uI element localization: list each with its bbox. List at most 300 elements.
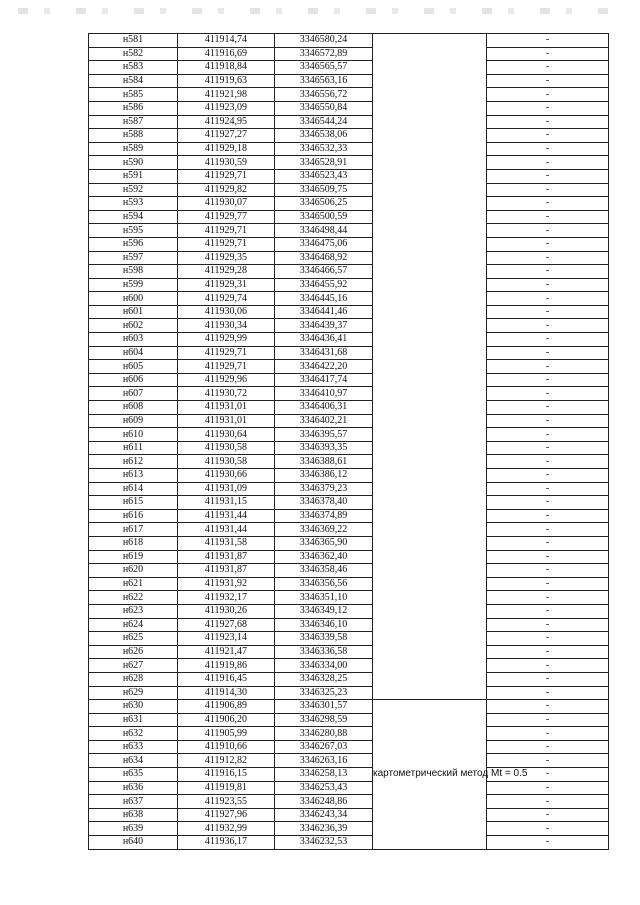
x-coordinate-cell: 411930,07	[178, 197, 275, 211]
x-coordinate-cell: 411919,86	[178, 659, 275, 673]
table-row	[89, 115, 609, 129]
table-row	[89, 428, 609, 442]
point-name-cell: н584	[89, 74, 178, 88]
mark-cell: -	[487, 115, 609, 129]
table-row	[89, 808, 609, 822]
mark-cell: -	[487, 305, 609, 319]
x-coordinate-cell: 411906,20	[178, 713, 275, 727]
y-coordinate-cell: 3346410,97	[275, 387, 373, 401]
y-coordinate-cell: 3346572,89	[275, 47, 373, 61]
point-name-cell: н589	[89, 142, 178, 156]
table-row	[89, 292, 609, 306]
table-row	[89, 740, 609, 754]
point-name-cell: н620	[89, 564, 178, 578]
y-coordinate-cell: 3346243,34	[275, 808, 373, 822]
point-name-cell: н633	[89, 740, 178, 754]
point-name-cell: н609	[89, 414, 178, 428]
table-row	[89, 251, 609, 265]
table-row	[89, 564, 609, 578]
x-coordinate-cell: 411929,71	[178, 224, 275, 238]
mark-cell: -	[487, 482, 609, 496]
y-coordinate-cell: 3346334,00	[275, 659, 373, 673]
table-row	[89, 632, 609, 646]
mark-cell: -	[487, 237, 609, 251]
point-name-cell: н624	[89, 618, 178, 632]
y-coordinate-cell: 3346441,46	[275, 305, 373, 319]
point-name-cell: н594	[89, 210, 178, 224]
point-name-cell: н591	[89, 169, 178, 183]
x-coordinate-cell: 411923,09	[178, 101, 275, 115]
x-coordinate-cell: 411919,63	[178, 74, 275, 88]
point-name-cell: н630	[89, 700, 178, 714]
x-coordinate-cell: 411914,74	[178, 34, 275, 48]
mark-cell: -	[487, 713, 609, 727]
table-row	[89, 305, 609, 319]
y-coordinate-cell: 3346500,59	[275, 210, 373, 224]
table-row	[89, 700, 609, 714]
table-row	[89, 795, 609, 809]
mark-cell: -	[487, 346, 609, 360]
mark-cell: -	[487, 822, 609, 836]
table-row	[89, 61, 609, 75]
x-coordinate-cell: 411930,72	[178, 387, 275, 401]
y-coordinate-cell: 3346298,59	[275, 713, 373, 727]
table-row	[89, 278, 609, 292]
x-coordinate-cell: 411930,58	[178, 441, 275, 455]
table-row	[89, 401, 609, 415]
table-row	[89, 414, 609, 428]
y-coordinate-cell: 3346351,10	[275, 591, 373, 605]
y-coordinate-cell: 3346523,43	[275, 169, 373, 183]
table-row	[89, 713, 609, 727]
x-coordinate-cell: 411929,82	[178, 183, 275, 197]
y-coordinate-cell: 3346509,75	[275, 183, 373, 197]
point-name-cell: н614	[89, 482, 178, 496]
point-name-cell: н583	[89, 61, 178, 75]
x-coordinate-cell: 411927,68	[178, 618, 275, 632]
point-name-cell: н618	[89, 536, 178, 550]
y-coordinate-cell: 3346325,23	[275, 686, 373, 700]
mark-cell: -	[487, 101, 609, 115]
y-coordinate-cell: 3346455,92	[275, 278, 373, 292]
x-coordinate-cell: 411929,28	[178, 265, 275, 279]
y-coordinate-cell: 3346378,40	[275, 496, 373, 510]
point-name-cell: н639	[89, 822, 178, 836]
y-coordinate-cell: 3346386,12	[275, 469, 373, 483]
mark-cell: -	[487, 360, 609, 374]
point-name-cell: н602	[89, 319, 178, 333]
x-coordinate-cell: 411931,15	[178, 496, 275, 510]
y-coordinate-cell: 3346280,88	[275, 727, 373, 741]
mark-cell: -	[487, 754, 609, 768]
table-row	[89, 604, 609, 618]
table-row	[89, 591, 609, 605]
table-row	[89, 672, 609, 686]
point-name-cell: н638	[89, 808, 178, 822]
point-name-cell: н621	[89, 577, 178, 591]
y-coordinate-cell: 3346422,20	[275, 360, 373, 374]
table-row	[89, 523, 609, 537]
y-coordinate-cell: 3346563,16	[275, 74, 373, 88]
x-coordinate-cell: 411910,66	[178, 740, 275, 754]
mark-cell: -	[487, 564, 609, 578]
point-name-cell: н604	[89, 346, 178, 360]
x-coordinate-cell: 411931,92	[178, 577, 275, 591]
y-coordinate-cell: 3346349,12	[275, 604, 373, 618]
x-coordinate-cell: 411914,30	[178, 686, 275, 700]
y-coordinate-cell: 3346362,40	[275, 550, 373, 564]
x-coordinate-cell: 411931,01	[178, 414, 275, 428]
coordinates-table	[88, 33, 609, 850]
mark-cell: -	[487, 61, 609, 75]
x-coordinate-cell: 411930,06	[178, 305, 275, 319]
mark-cell: -	[487, 836, 609, 850]
x-coordinate-cell: 411906,89	[178, 700, 275, 714]
y-coordinate-cell: 3346406,31	[275, 401, 373, 415]
x-coordinate-cell: 411931,87	[178, 564, 275, 578]
mark-cell: -	[487, 183, 609, 197]
table-row	[89, 169, 609, 183]
point-name-cell: н587	[89, 115, 178, 129]
mark-cell: -	[487, 808, 609, 822]
mark-cell: -	[487, 509, 609, 523]
mark-cell: -	[487, 604, 609, 618]
x-coordinate-cell: 411919,81	[178, 781, 275, 795]
x-coordinate-cell: 411932,17	[178, 591, 275, 605]
point-name-cell: н613	[89, 469, 178, 483]
mark-cell: -	[487, 414, 609, 428]
table-row	[89, 441, 609, 455]
mark-cell: -	[487, 768, 609, 782]
point-name-cell: н590	[89, 156, 178, 170]
y-coordinate-cell: 3346356,56	[275, 577, 373, 591]
table-row	[89, 496, 609, 510]
point-name-cell: н622	[89, 591, 178, 605]
mark-cell: -	[487, 781, 609, 795]
table-row	[89, 156, 609, 170]
y-coordinate-cell: 3346253,43	[275, 781, 373, 795]
y-coordinate-cell: 3346544,24	[275, 115, 373, 129]
point-name-cell: н597	[89, 251, 178, 265]
table-row	[89, 129, 609, 143]
point-name-cell: н612	[89, 455, 178, 469]
x-coordinate-cell: 411936,17	[178, 836, 275, 850]
mark-cell: -	[487, 197, 609, 211]
mark-cell: -	[487, 727, 609, 741]
mark-cell: -	[487, 251, 609, 265]
table-row	[89, 659, 609, 673]
mark-cell: -	[487, 156, 609, 170]
x-coordinate-cell: 411927,96	[178, 808, 275, 822]
y-coordinate-cell: 3346232,53	[275, 836, 373, 850]
x-coordinate-cell: 411921,98	[178, 88, 275, 102]
x-coordinate-cell: 411916,15	[178, 768, 275, 782]
point-name-cell: н617	[89, 523, 178, 537]
y-coordinate-cell: 3346263,16	[275, 754, 373, 768]
x-coordinate-cell: 411931,58	[178, 536, 275, 550]
table-row	[89, 387, 609, 401]
y-coordinate-cell: 3346528,91	[275, 156, 373, 170]
mark-cell: -	[487, 333, 609, 347]
point-name-cell: н595	[89, 224, 178, 238]
mark-cell: -	[487, 591, 609, 605]
table-row	[89, 577, 609, 591]
x-coordinate-cell: 411916,45	[178, 672, 275, 686]
point-name-cell: н629	[89, 686, 178, 700]
x-coordinate-cell: 411905,99	[178, 727, 275, 741]
y-coordinate-cell: 3346402,21	[275, 414, 373, 428]
mark-cell: -	[487, 469, 609, 483]
x-coordinate-cell: 411931,44	[178, 523, 275, 537]
mark-cell: -	[487, 536, 609, 550]
point-name-cell: н603	[89, 333, 178, 347]
y-coordinate-cell: 3346267,03	[275, 740, 373, 754]
table-row	[89, 74, 609, 88]
table-row	[89, 509, 609, 523]
point-name-cell: н605	[89, 360, 178, 374]
x-coordinate-cell: 411929,71	[178, 360, 275, 374]
point-name-cell: н610	[89, 428, 178, 442]
y-coordinate-cell: 3346436,41	[275, 333, 373, 347]
x-coordinate-cell: 411929,31	[178, 278, 275, 292]
table-row	[89, 183, 609, 197]
table-row	[89, 237, 609, 251]
point-name-cell: н640	[89, 836, 178, 850]
coordinates-table-body	[89, 34, 609, 850]
x-coordinate-cell: 411929,71	[178, 237, 275, 251]
table-row	[89, 550, 609, 564]
x-coordinate-cell: 411927,27	[178, 129, 275, 143]
point-name-cell: н593	[89, 197, 178, 211]
mark-cell: -	[487, 618, 609, 632]
method-cell-upper	[373, 34, 487, 700]
mark-cell: -	[487, 795, 609, 809]
point-name-cell: н600	[89, 292, 178, 306]
mark-cell: -	[487, 632, 609, 646]
mark-cell: -	[487, 550, 609, 564]
mark-cell: -	[487, 740, 609, 754]
mark-cell: -	[487, 686, 609, 700]
mark-cell: -	[487, 496, 609, 510]
y-coordinate-cell: 3346445,16	[275, 292, 373, 306]
mark-cell: -	[487, 142, 609, 156]
x-coordinate-cell: 411930,64	[178, 428, 275, 442]
point-name-cell: н607	[89, 387, 178, 401]
x-coordinate-cell: 411929,77	[178, 210, 275, 224]
mark-cell: -	[487, 387, 609, 401]
y-coordinate-cell: 3346358,46	[275, 564, 373, 578]
mark-cell: -	[487, 265, 609, 279]
y-coordinate-cell: 3346388,61	[275, 455, 373, 469]
point-name-cell: н585	[89, 88, 178, 102]
point-name-cell: н628	[89, 672, 178, 686]
x-coordinate-cell: 411918,84	[178, 61, 275, 75]
point-name-cell: н634	[89, 754, 178, 768]
table-row	[89, 455, 609, 469]
point-name-cell: н596	[89, 237, 178, 251]
y-coordinate-cell: 3346374,89	[275, 509, 373, 523]
point-name-cell: н601	[89, 305, 178, 319]
table-row	[89, 727, 609, 741]
point-name-cell: н637	[89, 795, 178, 809]
y-coordinate-cell: 3346379,23	[275, 482, 373, 496]
point-name-cell: н616	[89, 509, 178, 523]
mark-cell: -	[487, 169, 609, 183]
x-coordinate-cell: 411929,74	[178, 292, 275, 306]
point-name-cell: н631	[89, 713, 178, 727]
point-name-cell: н598	[89, 265, 178, 279]
point-name-cell: н581	[89, 34, 178, 48]
y-coordinate-cell: 3346393,35	[275, 441, 373, 455]
table-row	[89, 360, 609, 374]
method-cell-lower: картометрический метод Mt = 0.5	[373, 700, 487, 850]
table-row	[89, 686, 609, 700]
mark-cell: -	[487, 210, 609, 224]
x-coordinate-cell: 411930,26	[178, 604, 275, 618]
point-name-cell: н592	[89, 183, 178, 197]
point-name-cell: н623	[89, 604, 178, 618]
x-coordinate-cell: 411931,44	[178, 509, 275, 523]
x-coordinate-cell: 411929,71	[178, 169, 275, 183]
mark-cell: -	[487, 441, 609, 455]
x-coordinate-cell: 411930,66	[178, 469, 275, 483]
table-row	[89, 346, 609, 360]
x-coordinate-cell: 411931,09	[178, 482, 275, 496]
mark-cell: -	[487, 47, 609, 61]
table-row	[89, 265, 609, 279]
table-row	[89, 88, 609, 102]
x-coordinate-cell: 411932,99	[178, 822, 275, 836]
y-coordinate-cell: 3346506,25	[275, 197, 373, 211]
table-row	[89, 836, 609, 850]
mark-cell: -	[487, 659, 609, 673]
x-coordinate-cell: 411929,18	[178, 142, 275, 156]
y-coordinate-cell: 3346301,57	[275, 700, 373, 714]
y-coordinate-cell: 3346417,74	[275, 373, 373, 387]
x-coordinate-cell: 411921,47	[178, 645, 275, 659]
y-coordinate-cell: 3346550,84	[275, 101, 373, 115]
table-row	[89, 373, 609, 387]
table-row	[89, 469, 609, 483]
mark-cell: -	[487, 700, 609, 714]
y-coordinate-cell: 3346556,72	[275, 88, 373, 102]
y-coordinate-cell: 3346395,57	[275, 428, 373, 442]
y-coordinate-cell: 3346248,86	[275, 795, 373, 809]
mark-cell: -	[487, 672, 609, 686]
table-row	[89, 34, 609, 48]
table-row	[89, 781, 609, 795]
table-row	[89, 224, 609, 238]
point-name-cell: н599	[89, 278, 178, 292]
point-name-cell: н635	[89, 768, 178, 782]
table-row	[89, 768, 609, 782]
mark-cell: -	[487, 129, 609, 143]
x-coordinate-cell: 411931,87	[178, 550, 275, 564]
point-name-cell: н611	[89, 441, 178, 455]
table-row	[89, 618, 609, 632]
x-coordinate-cell: 411930,59	[178, 156, 275, 170]
table-row	[89, 482, 609, 496]
x-coordinate-cell: 411924,95	[178, 115, 275, 129]
x-coordinate-cell: 411923,55	[178, 795, 275, 809]
point-name-cell: н636	[89, 781, 178, 795]
y-coordinate-cell: 3346339,58	[275, 632, 373, 646]
mark-cell: -	[487, 292, 609, 306]
table-row	[89, 333, 609, 347]
point-name-cell: н626	[89, 645, 178, 659]
point-name-cell: н606	[89, 373, 178, 387]
point-name-cell: н627	[89, 659, 178, 673]
table-row	[89, 754, 609, 768]
point-name-cell: н608	[89, 401, 178, 415]
y-coordinate-cell: 3346336,58	[275, 645, 373, 659]
table-row	[89, 645, 609, 659]
x-coordinate-cell: 411929,96	[178, 373, 275, 387]
x-coordinate-cell: 411930,34	[178, 319, 275, 333]
point-name-cell: н615	[89, 496, 178, 510]
x-coordinate-cell: 411930,58	[178, 455, 275, 469]
y-coordinate-cell: 3346431,68	[275, 346, 373, 360]
mark-cell: -	[487, 34, 609, 48]
y-coordinate-cell: 3346258,13	[275, 768, 373, 782]
y-coordinate-cell: 3346439,37	[275, 319, 373, 333]
mark-cell: -	[487, 428, 609, 442]
point-name-cell: н582	[89, 47, 178, 61]
mark-cell: -	[487, 74, 609, 88]
point-name-cell: н588	[89, 129, 178, 143]
table-row	[89, 210, 609, 224]
x-coordinate-cell: 411923,14	[178, 632, 275, 646]
table-row	[89, 101, 609, 115]
mark-cell: -	[487, 645, 609, 659]
point-name-cell: н632	[89, 727, 178, 741]
mark-cell: -	[487, 278, 609, 292]
y-coordinate-cell: 3346468,92	[275, 251, 373, 265]
y-coordinate-cell: 3346475,06	[275, 237, 373, 251]
mark-cell: -	[487, 401, 609, 415]
y-coordinate-cell: 3346498,44	[275, 224, 373, 238]
table-row	[89, 319, 609, 333]
x-coordinate-cell: 411916,69	[178, 47, 275, 61]
x-coordinate-cell: 411929,71	[178, 346, 275, 360]
x-coordinate-cell: 411912,82	[178, 754, 275, 768]
table-row	[89, 536, 609, 550]
x-coordinate-cell: 411929,35	[178, 251, 275, 265]
y-coordinate-cell: 3346365,90	[275, 536, 373, 550]
x-coordinate-cell: 411929,99	[178, 333, 275, 347]
table-row	[89, 197, 609, 211]
mark-cell: -	[487, 319, 609, 333]
mark-cell: -	[487, 577, 609, 591]
x-coordinate-cell: 411931,01	[178, 401, 275, 415]
point-name-cell: н625	[89, 632, 178, 646]
point-name-cell: н619	[89, 550, 178, 564]
mark-cell: -	[487, 523, 609, 537]
mark-cell: -	[487, 88, 609, 102]
y-coordinate-cell: 3346538,06	[275, 129, 373, 143]
point-name-cell: н586	[89, 101, 178, 115]
y-coordinate-cell: 3346565,57	[275, 61, 373, 75]
y-coordinate-cell: 3346369,22	[275, 523, 373, 537]
table-row	[89, 47, 609, 61]
y-coordinate-cell: 3346532,33	[275, 142, 373, 156]
table-row	[89, 822, 609, 836]
page-header-marks	[18, 8, 618, 14]
table-row	[89, 142, 609, 156]
mark-cell: -	[487, 373, 609, 387]
y-coordinate-cell: 3346346,10	[275, 618, 373, 632]
y-coordinate-cell: 3346328,25	[275, 672, 373, 686]
